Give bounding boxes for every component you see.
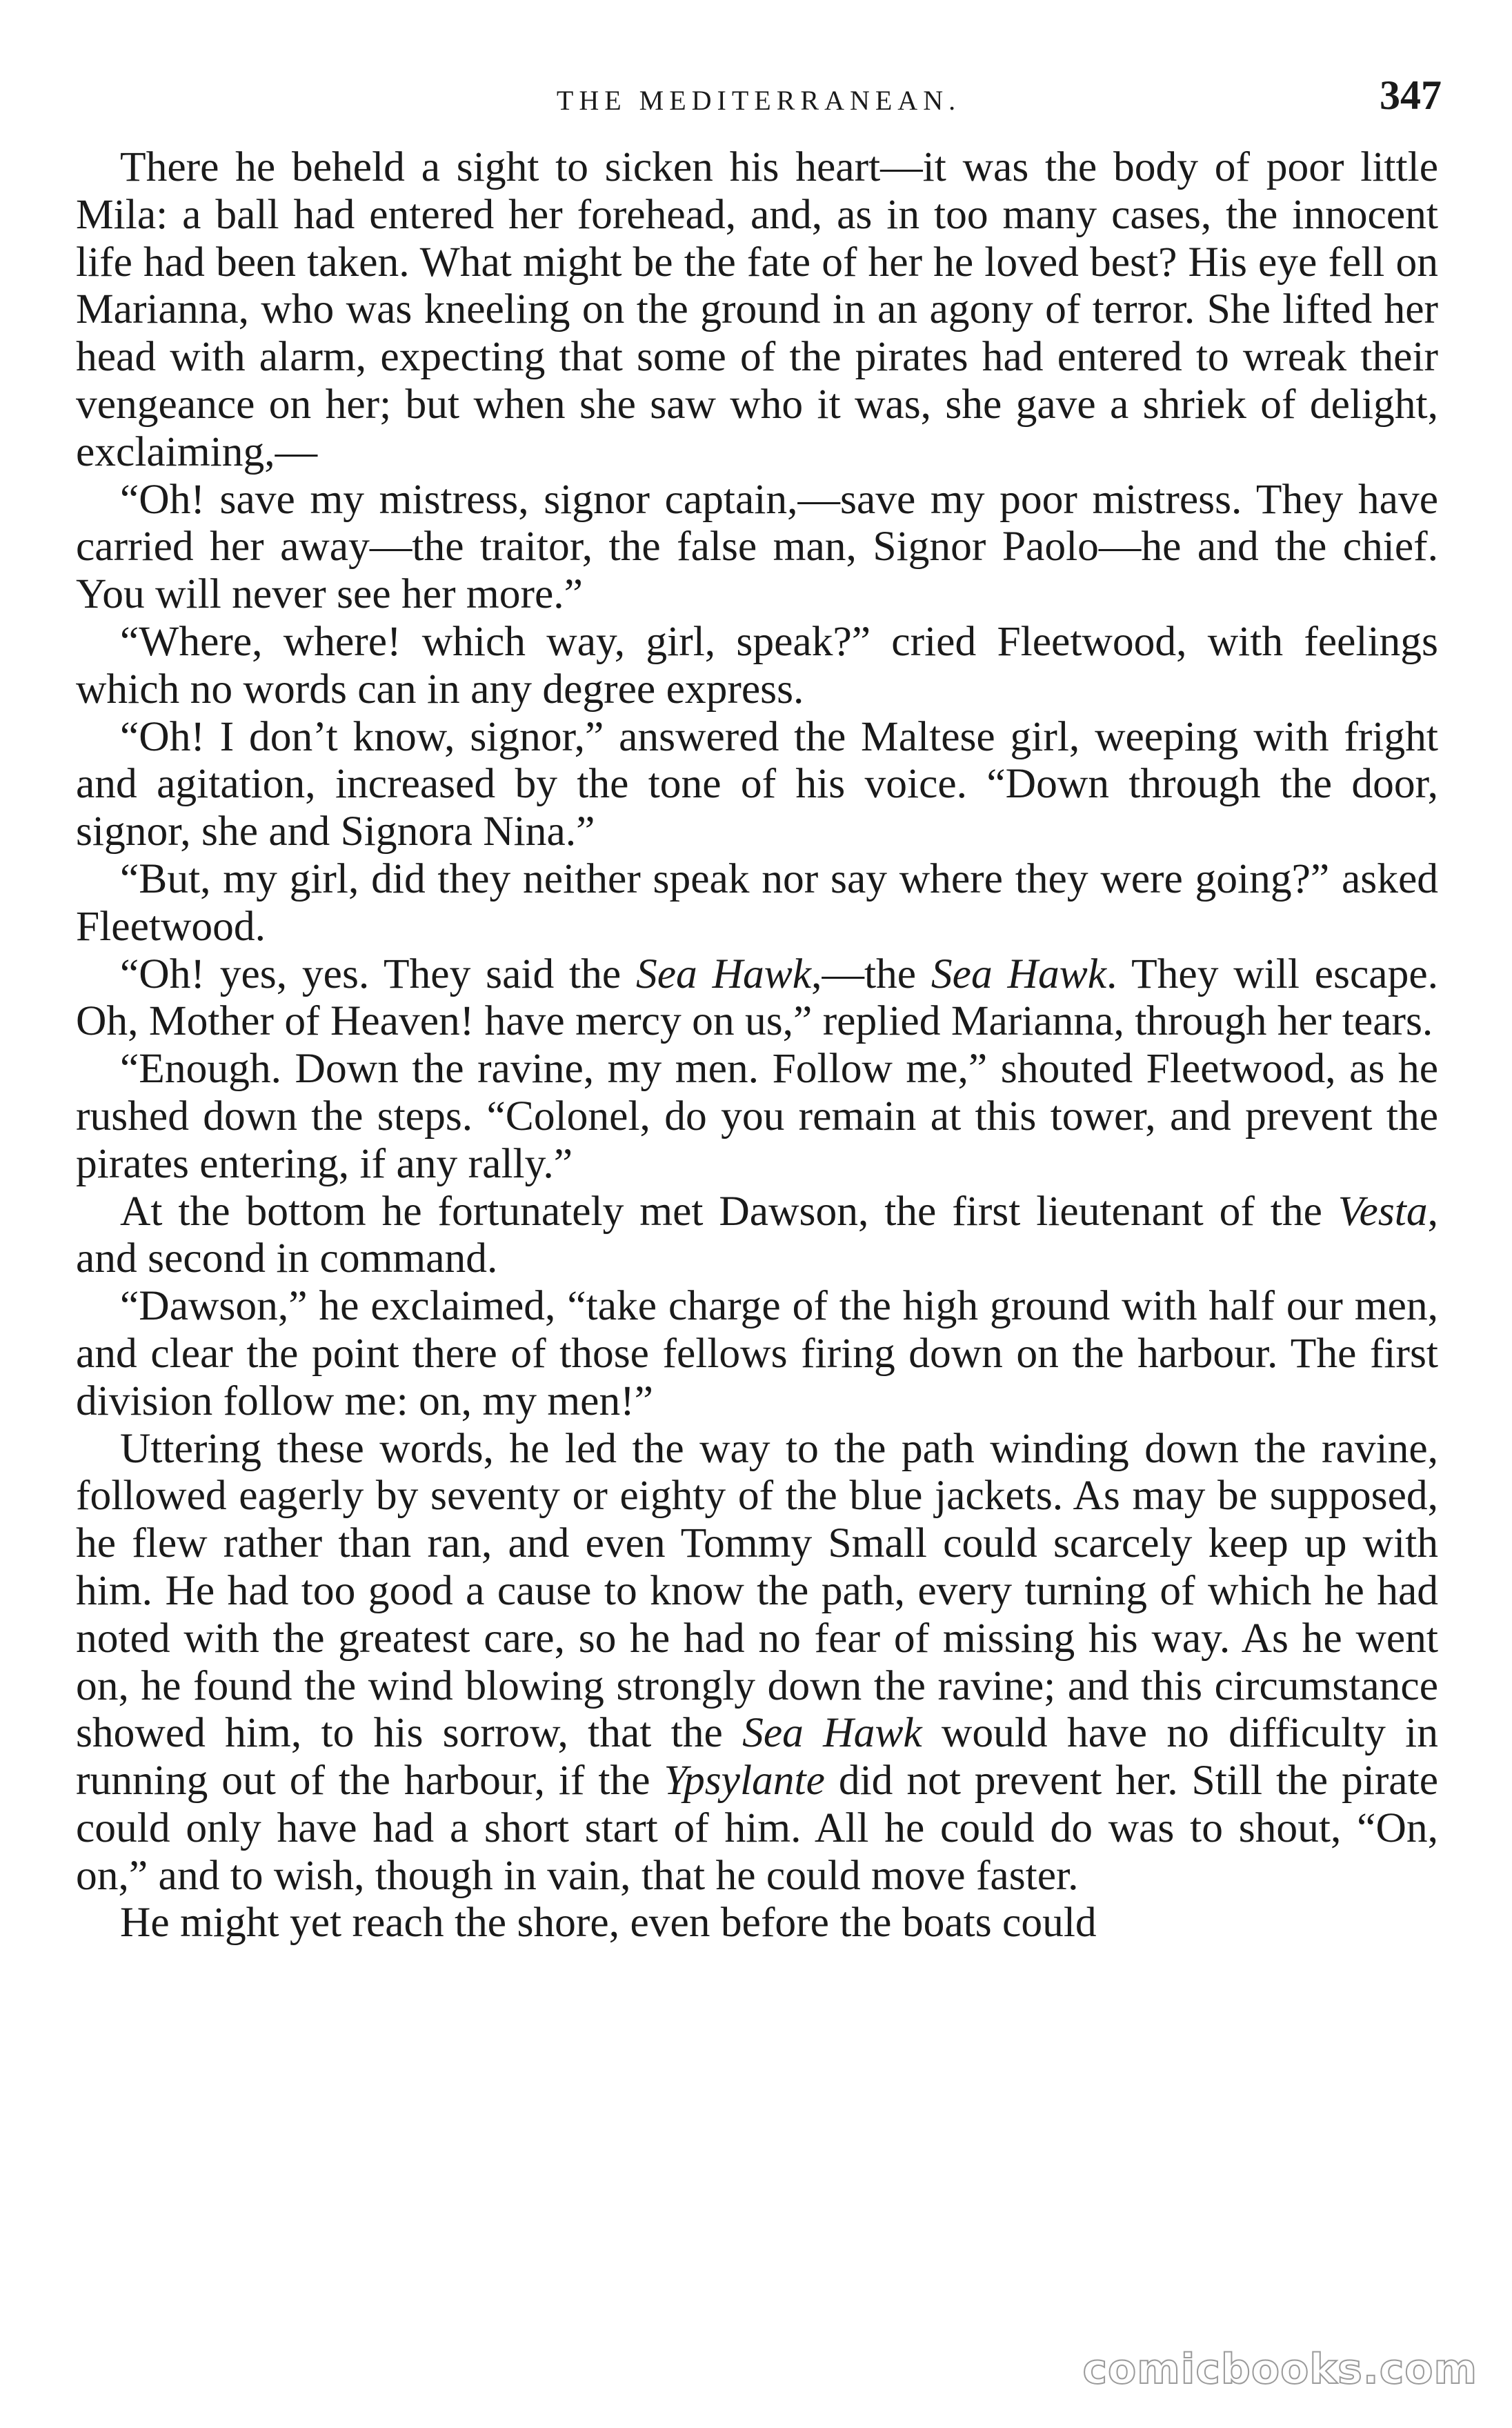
paragraph [76,1188,1438,1283]
watermark-logo: comicbooks.com [1082,2345,1478,2394]
paragraph [76,143,1438,476]
text-run: “Oh! I don’t know, signor,” answered the Maltese girl, weeping with fright and agitation, increased by the tone of his voice. “Down through the door, signor, she and Signora Nina.” [76,713,1438,855]
paragraph [76,1899,1438,1947]
paragraph [76,1045,1438,1187]
italic-text: Sea Hawk [742,1709,922,1757]
italic-text: Sea Hawk [636,950,812,997]
text-run: did not prevent her. Still the pirate could only have had a short start of him. All he could do was to shout, “On, on,” and to wish, though in vain, that he could move faster. [76,1757,1438,1899]
paragraph [76,618,1438,713]
text-run: would have no difficulty in running out of the harbour, if the [76,1709,1438,1804]
italic-text: Vesta [1337,1187,1428,1235]
paragraph [76,1282,1438,1424]
text-run: At the bottom he fortunately met Dawson, the first lieutenant of the [120,1187,1338,1235]
running-title: THE MEDITERRANEAN. [556,85,962,116]
text-run: . They will escape. Oh, Mother of Heaven! have mercy on us,” replied Marianna, through her tears. [76,950,1439,1045]
text-run: “Oh! save my mistress, signor captain,—save my poor mistress. They have carried her away—the traitor, the false man, Signor Paolo—he and the chief. You will never see her more.” [76,475,1438,618]
text-run: There he beheld a sight to sicken his heart—it was the body of poor little Mila: a ball had entered her forehead, and, as in too many cases, the innocent life had been taken. What might be the fate of her he loved best? His eye fell on Marianna, who was kneeling on the ground in an agony of terror. She lifted her head with alarm, expecting that some of the pirates had entered to wreak their vengeance on her; but when she saw who it was, she gave a shriek of delight, exclaiming,— [76,143,1438,475]
text-run: , and second in command. [76,1187,1438,1282]
text-run: “But, my girl, did they neither speak nor say where they were going?” asked Fleetwood. [76,855,1438,950]
text-run: He might yet reach the shore, even before the boats could [120,1899,1097,1947]
italic-text: Sea Hawk [931,950,1107,997]
italic-text: Ypsylante [664,1757,825,1804]
paragraph [76,713,1438,855]
text-run: “Where, where! which way, girl, speak?” cried Fleetwood, with feelings which no words can in any degree express. [76,617,1438,713]
body-text [76,143,1438,1947]
paragraph [76,951,1438,1046]
paragraph [76,1425,1438,1900]
text-run: “Enough. Down the ravine, my men. Follow me,” shouted Fleetwood, as he rushed down the steps. “Colonel, do you remain at this tower, and prevent the pirates entering, if any rally.” [76,1045,1438,1187]
paragraph [76,855,1438,951]
text-run: “Oh! yes, yes. They said the [120,950,636,997]
paragraph [76,476,1438,618]
running-head [76,72,1442,120]
text-run: Uttering these words, he led the way to the path winding down the ravine, followed eagerly by seventy or eighty of the blue jackets. As may be supposed, he flew rather than ran, and even Tommy Small could scarcely keep up with him. He had too good a cause to know the path, every turning of which he had noted with the greatest care, so he had no fear of missing his way. As he went on, he found the wind blowing strongly down the ravine; and this circumstance showed him, to his sorrow, that the [76,1424,1438,1757]
page-number: 347 [1380,72,1442,118]
text-run: ,—the [811,950,931,997]
text-run: “Dawson,” he exclaimed, “take charge of the high ground with half our men, and clear the point there of those fellows firing down on the harbour. The first division follow me: on, my men!” [76,1282,1438,1424]
